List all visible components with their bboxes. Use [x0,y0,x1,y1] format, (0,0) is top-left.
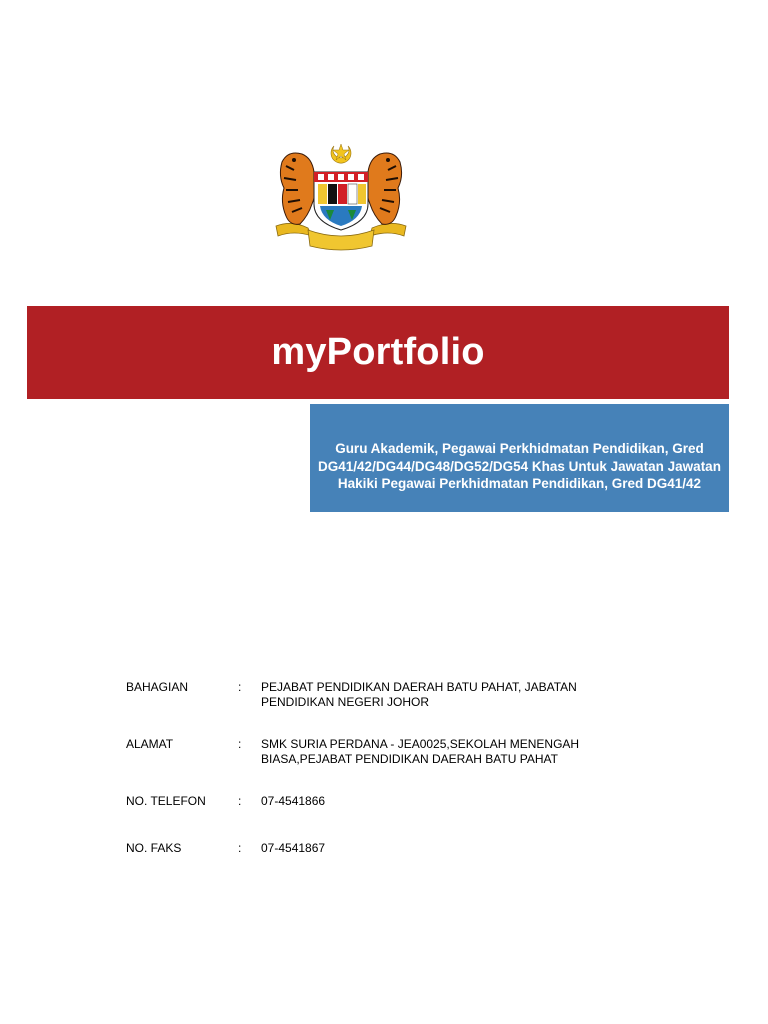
info-colon: : [238,737,242,751]
info-row-bahagian [126,680,646,710]
title-banner [27,306,729,399]
info-row-faks [126,841,646,856]
subtitle-box [310,404,729,512]
info-colon: : [238,841,242,855]
info-value-telefon: 07-4541866 [261,794,326,808]
coat-of-arms-logo [272,142,410,254]
info-value-alamat: SMK SURIA PERDANA - JEA0025,SEKOLAH MENENGAH BIASA,PEJABAT PENDIDIKAN DAERAH BATU PAHAT [261,737,580,766]
info-label-faks: NO. FAKS [126,841,182,855]
info-label-alamat: ALAMAT [126,737,174,751]
info-colon: : [238,680,242,694]
page-title: myPortfolio [271,331,485,373]
malaysia-coat-of-arms-icon [272,142,410,254]
info-colon: : [238,794,242,808]
info-row-telefon [126,794,646,809]
info-label-telefon: NO. TELEFON [126,794,206,808]
info-label-bahagian: BAHAGIAN [126,680,189,694]
info-value-bahagian: PEJABAT PENDIDIKAN DAERAH BATU PAHAT, JABATAN PENDIDIKAN NEGERI JOHOR [261,680,577,709]
info-value-faks: 07-4541867 [261,841,326,855]
position-description: Guru Akademik, Pegawai Perkhidmatan Pendidikan, Gred DG41/42/DG44/DG48/DG52/DG54 Khas Untuk Jawatan Jawatan Hakiki Pegawai Perkhidmatan Pendidikan, Gred DG41/42 [318,441,721,491]
info-row-alamat [126,737,646,767]
